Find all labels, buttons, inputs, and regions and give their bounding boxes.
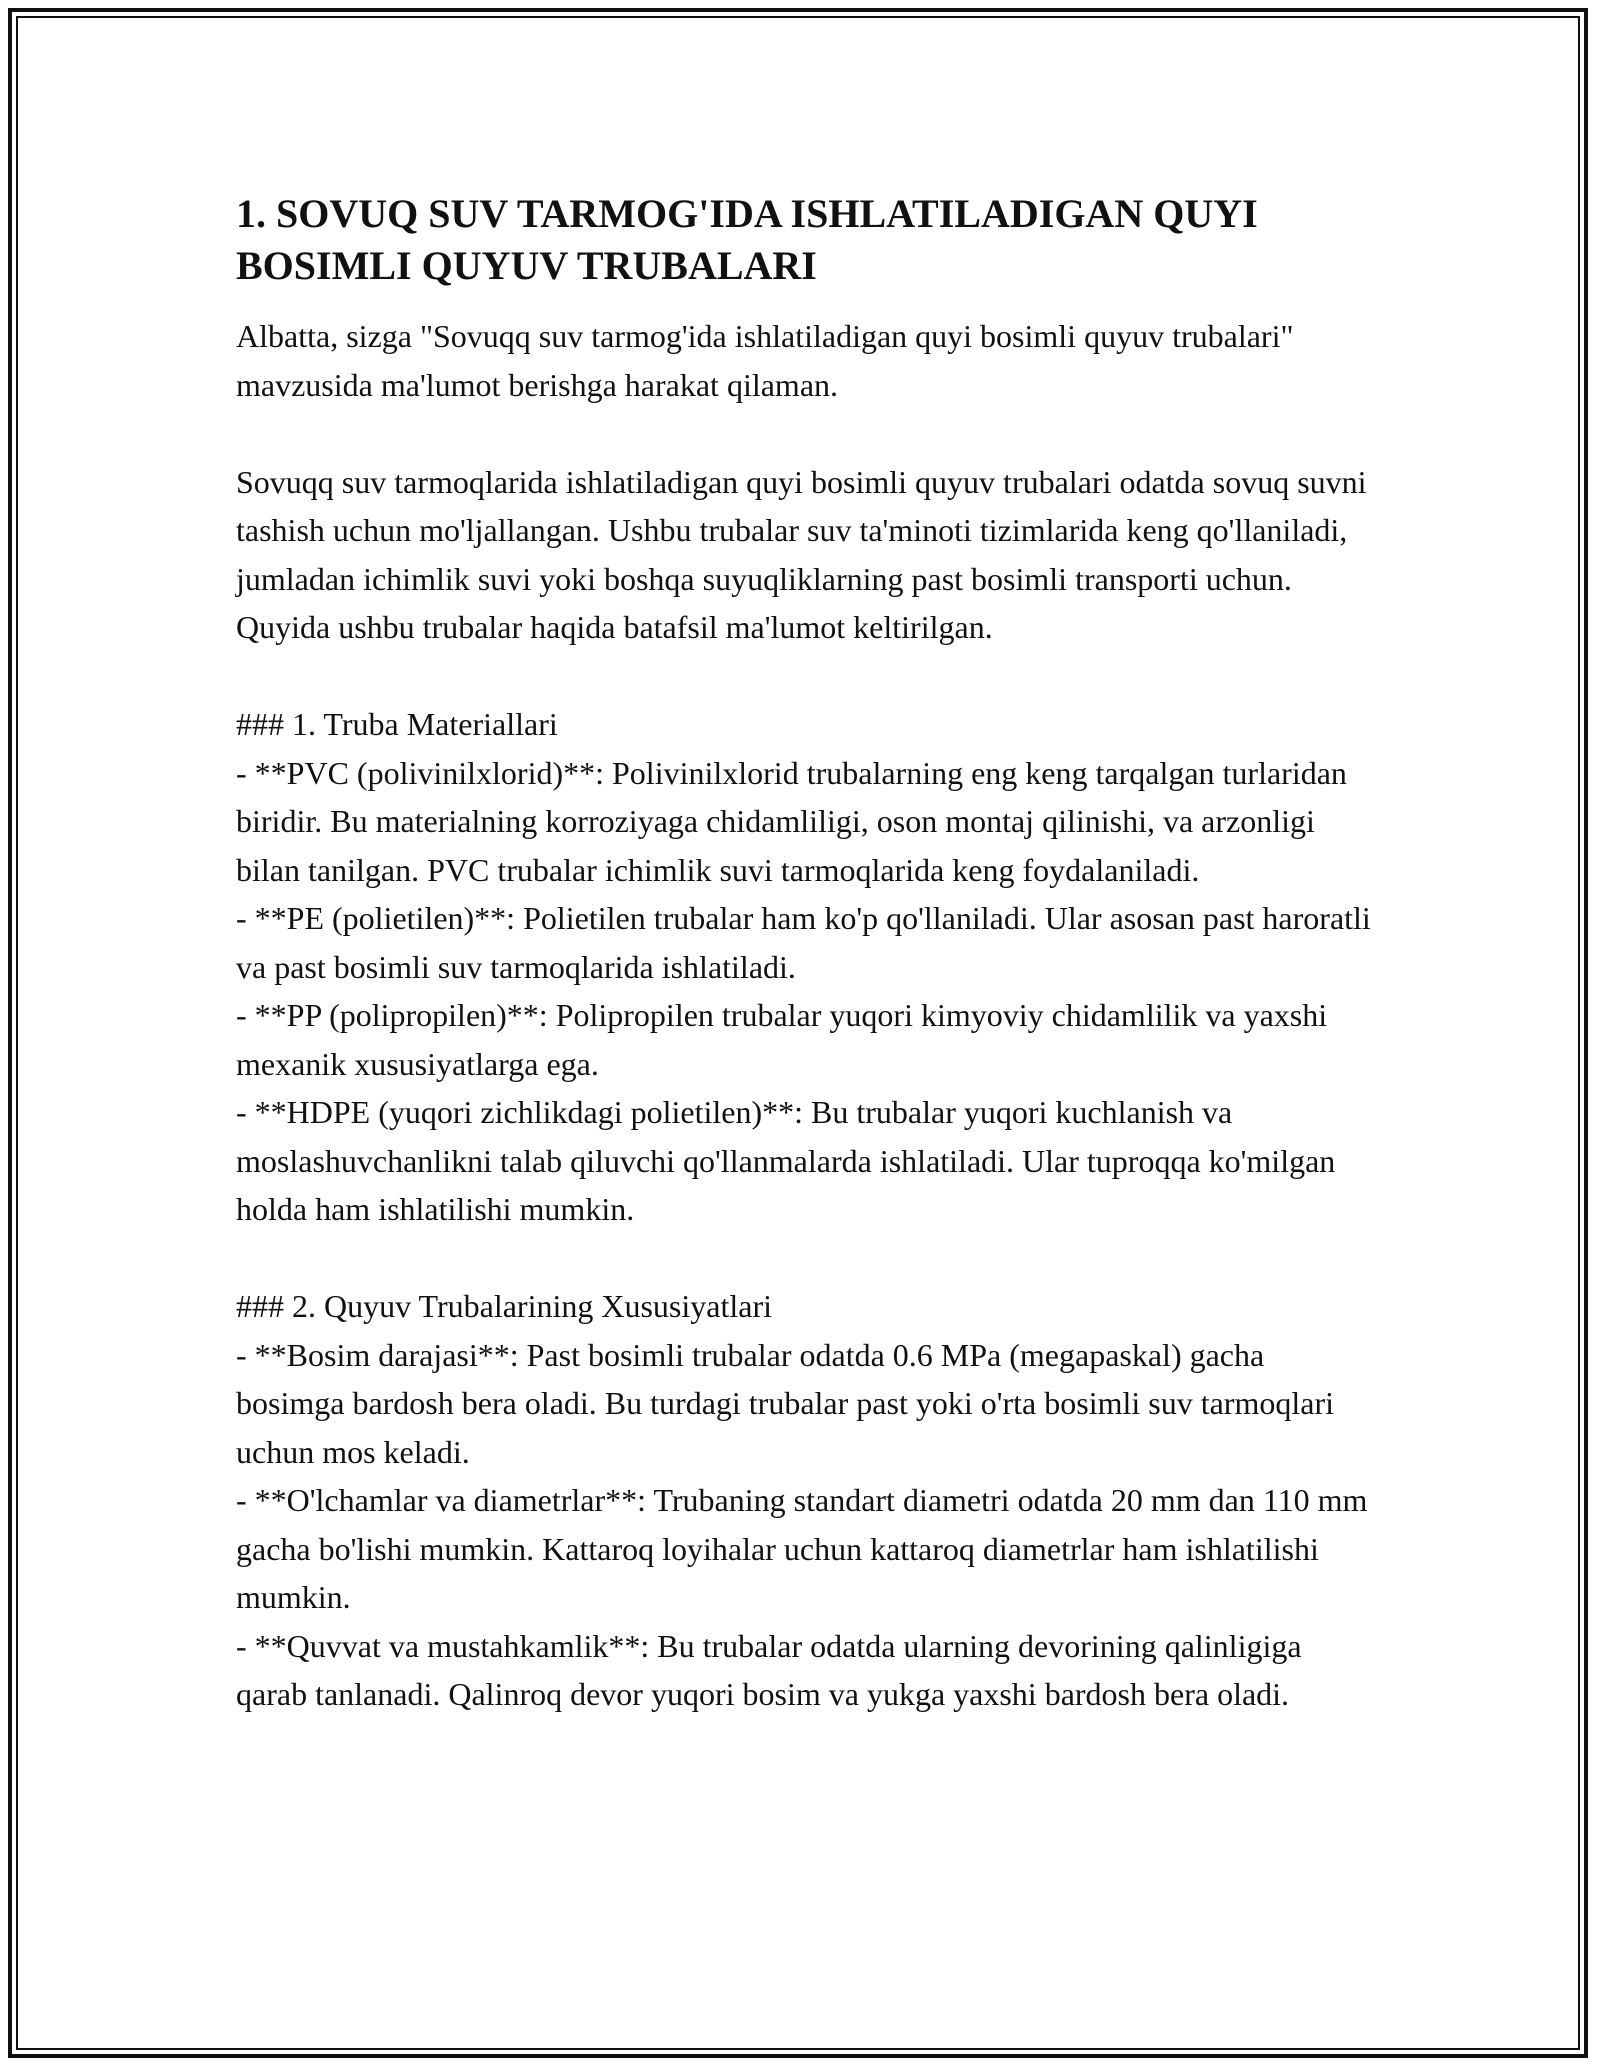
list-item: - **PE (polietilen)**: Polietilen trubalar ham ko'p qo'llaniladi. Ular asosan past haroratli va past bosimli suv tarmoqlarida ishlatiladi. <box>236 900 1371 985</box>
paragraph-gap <box>236 1234 1376 1283</box>
list-item: - **HDPE (yuqori zichlikdagi polietilen)**: Bu trubalar yuqori kuchlanish va moslashuvchanlikni talab qiluvchi qo'llanmalarda ishlatiladi. Ular tuproqqa ko'milgan holda ham ishlatilishi mumkin. <box>236 1094 1336 1227</box>
page-title: 1. SOVUQ SUV TARMOG'IDA ISHLATILADIGAN QUYI BOSIMLI QUYUV TRUBALARI <box>236 191 1258 288</box>
list-item: - **PVC (polivinilxlorid)**: Polivinilxlorid trubalarning eng keng tarqalgan turlaridan biridir. Bu materialning korroziyaga chidamliligi, oson montaj qilinishi, va arzonligi bilan tanilgan. PVC trubalar ichimlik suvi tarmoqlarida keng foydalaniladi. <box>236 754 1347 888</box>
section-materials <box>236 700 1376 1234</box>
list-item: - **O'lchamlar va diametrlar**: Trubaning standart diametri odatda 20 mm dan 110 mm gacha bo'lishi mumkin. Kattaroq loyihalar uchun kattaroq diametrlar ham ishlatilishi mumkin. <box>236 1482 1368 1615</box>
overview-paragraph: Sovuqq suv tarmoqlarida ishlatiladigan quyi bosimli quyuv trubalari odatda sovuq suvni tashish uchun mo'ljallangan. Ushbu trubalar suv ta'minoti tizimlarida keng qo'llaniladi, jumladan ichimlik suvi yoki boshqa suyuqliklarning past bosimli transporti uchun. Quyida ushbu trubalar haqida batafsil ma'lumot keltirilgan. <box>236 463 1367 645</box>
section-heading: ### 1. Truba Materiallari <box>236 706 558 742</box>
section-heading: ### 2. Quyuv Trubalarining Xususiyatlari <box>236 1288 772 1324</box>
paragraph-gap <box>236 652 1376 701</box>
document-body <box>236 188 1376 1719</box>
list-item: - **Bosim darajasi**: Past bosimli trubalar odatda 0.6 MPa (megapaskal) gacha bosimga bardosh bera oladi. Bu turdagi trubalar past yoki o'rta bosimli suv tarmoqlari uchun mos keladi. <box>236 1336 1334 1470</box>
intro-paragraph: Albatta, sizga "Sovuqq suv tarmog'ida ishlatiladigan quyi bosimli quyuv trubalari" mavzusida ma'lumot berishga harakat qilaman. <box>236 318 1294 403</box>
section-properties <box>236 1282 1376 1719</box>
list-item: - **PP (polipropilen)**: Polipropilen trubalar yuqori kimyoviy chidamlilik va yaxshi mexanik xususiyatlarga ega. <box>236 997 1328 1082</box>
paragraph-gap <box>236 409 1376 458</box>
list-item: - **Quvvat va mustahkamlik**: Bu trubalar odatda ularning devorining qalinligiga qarab tanlanadi. Qalinroq devor yuqori bosim va yukga yaxshi bardosh bera oladi. <box>236 1627 1302 1712</box>
